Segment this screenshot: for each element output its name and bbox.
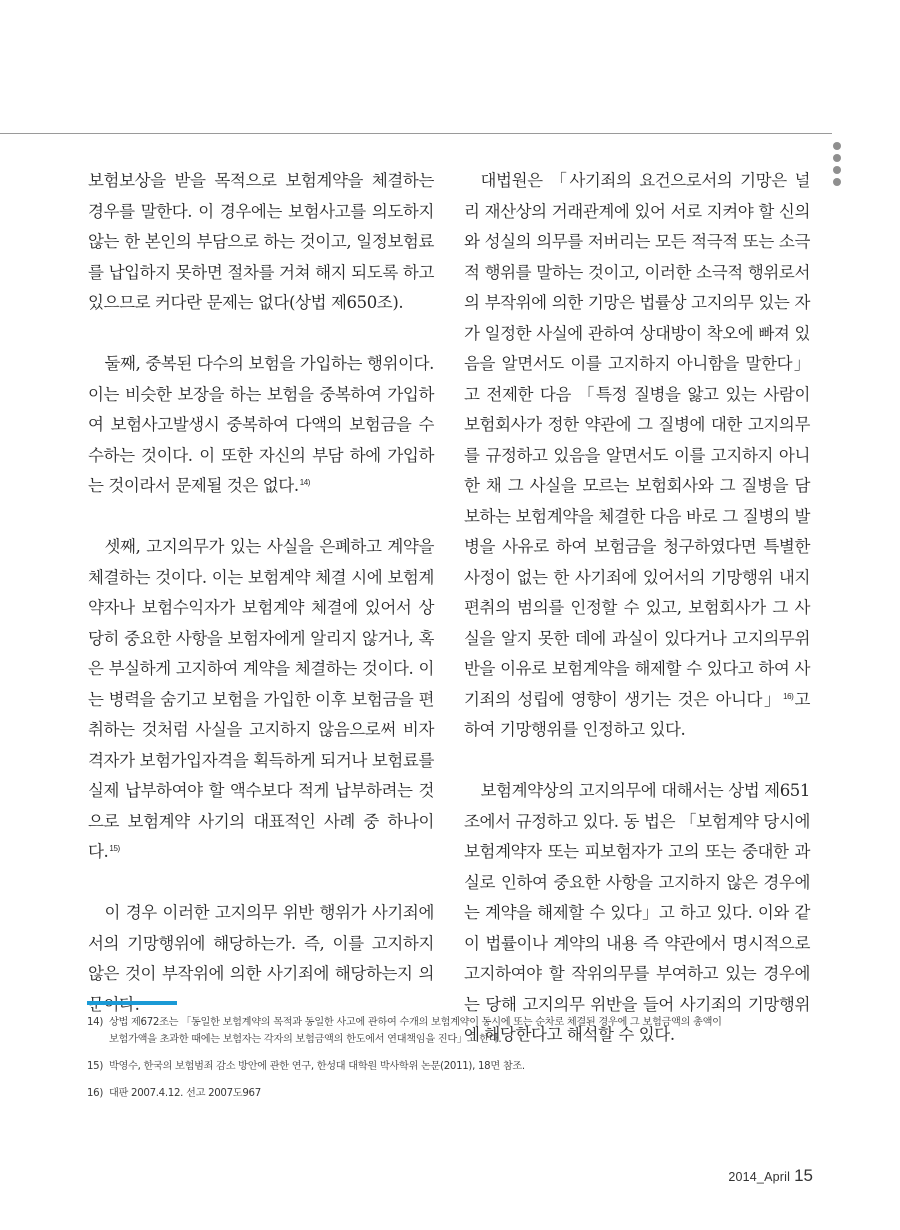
dot-icon <box>833 166 841 174</box>
footnote-rule <box>87 1001 177 1005</box>
right-paragraph-1-text: 대법원은 「사기죄의 요건으로서의 기망은 널리 재산상의 거래관계에 있어 서로 지켜야 할 신의와 성실의 의무를 저버리는 모든 적극적 또는 소극적 행위를 말하는 것이고, 이러한 소극적 행위로서의 부작위에 의한 기망은 법률상 고지의무 있는 자가 일정한 사실에 관하여 상대방이 착오에 빠져 있음을 알면서도 이를 고지하지 아니함을 말한다」고 전제한 다음 「특정 질병을 앓고 있는 사람이 보험회사가 정한 약관에 그 질병에 대한 고지의무를 규정하고 있음을 알면서도 이를 고지하지 아니한 채 그 사실을 모르는 보험회사와 그 질병을 담보하는 보험계약을 체결한 다음 바로 그 질병의 발병을 사유로 하여 보험금을 청구하였다면 특별한 사정이 없는 한 사기죄에 있어서의 기망행위 내지 편취의 범의를 인정할 수 있고, 보험회사가 그 사실을 알지 못한 데에 과실이 있다거나 고지의무위반을 이유로 보험계약을 해제할 수 있다고 하여 사기죄의 성립에 영향이 생기는 것은 아니다」 <box>464 171 810 709</box>
header-rule <box>0 133 832 134</box>
footnote-ref-14[interactable]: 14) <box>299 478 311 487</box>
footnote-text-continued: 보험가액을 초과한 때에는 보험자는 각자의 보험금액의 한도에서 연대책임을 진다」고 한다. <box>109 1034 502 1045</box>
footnote-14 <box>87 1014 827 1048</box>
footnote-16 <box>87 1085 827 1102</box>
left-paragraph-2-text: 둘째, 중복된 다수의 보험을 가입하는 행위이다. 이는 비슷한 보장을 하는 보험을 중복하여 가입하여 보험사고발생시 중복하여 다액의 보험금을 수수하는 것이다. 이 또한 자신의 부담 하에 가입하는 것이라서 문제될 것은 없다. <box>88 354 434 495</box>
dot-icon <box>833 154 841 162</box>
left-paragraph-1: 보험보상을 받을 목적으로 보험계약을 체결하는 경우를 말한다. 이 경우에는 보험사고를 의도하지 않는 한 본인의 부담으로 하는 것이고, 일정보험료를 납입하지 못하면 절차를 거쳐 해지 되도록 하고 있으므로 커다란 문제는 없다(상법 제650조). <box>88 171 434 312</box>
left-column <box>88 166 434 1020</box>
footnote-text: 박영수, 한국의 보험범죄 감소 방안에 관한 연구, 한성대 대학원 박사학위 논문(2011), 18면 참조. <box>109 1061 525 1072</box>
issue-label: 2014_April <box>728 1170 791 1184</box>
right-column <box>464 166 810 1051</box>
footnote-15 <box>87 1058 827 1075</box>
footnote-number: 14) <box>87 1017 104 1028</box>
left-paragraph-3-text: 셋째, 고지의무가 있는 사실을 은폐하고 계약을 체결하는 것이다. 이는 보험계약 체결 시에 보험계약자나 보험수익자가 보험계약 체결에 있어서 상당히 중요한 사항을 보험자에게 알리지 않거나, 혹은 부실하게 고지하여 계약을 체결하는 것이다. 이는 병력을 숨기고 보험을 가입한 이후 보험금을 편취하는 것처럼 사실을 고지하지 않음으로써 비자격자가 보험가입자격을 획득하게 되거나 보험료를 실제 납부하여야 할 액수보다 적게 납부하려는 것으로 보험계약 사기의 대표적인 사례 중 하나이다. <box>88 537 434 861</box>
footnotes <box>87 1014 827 1112</box>
page-folio <box>728 1166 813 1186</box>
footnote-text: 상법 제672조는 「동일한 보험계약의 목적과 동일한 사고에 관하여 수개의 보험계약이 동시에 또는 순차로 체결된 경우에 그 보험금액의 총액이 <box>109 1017 722 1028</box>
footnote-number: 15) <box>87 1061 104 1072</box>
dot-icon <box>833 142 841 150</box>
footnote-ref-15[interactable]: 15) <box>109 844 120 853</box>
footnote-ref-16[interactable]: 16) <box>783 691 794 701</box>
page-dots-decoration <box>833 142 841 190</box>
left-paragraph-2 <box>88 349 434 502</box>
right-paragraph-1-tail: 고 하여 기망행위를 인정하고 있다. <box>464 689 810 739</box>
right-paragraph-1 <box>464 166 810 746</box>
footnote-number: 16) <box>87 1088 104 1099</box>
page-number: 15 <box>794 1166 813 1185</box>
dot-icon <box>833 178 841 186</box>
right-paragraph-2: 보험계약상의 고지의무에 대해서는 상법 제651조에서 규정하고 있다. 동 법은 「보험계약 당시에 보험계약자 또는 피보험자가 고의 또는 중대한 과실로 인하여 중요한 사항을 고지하지 않은 경우에는 계약을 해제할 수 있다」고 하고 있다. 이와 같이 법률이나 계약의 내용 즉 약관에서 명시적으로 고지하여야 할 작위의무를 부여하고 있는 경우에는 당해 고지의무 위반을 들어 사기죄의 기망행위에 해당한다고 해석할 수 있다. <box>464 781 810 1044</box>
footnote-text: 대판 2007.4.12. 선고 2007도967 <box>109 1088 261 1099</box>
left-paragraph-3 <box>88 532 434 868</box>
left-paragraph-4: 이 경우 이러한 고지의무 위반 행위가 사기죄에서의 기망행위에 해당하는가. 즉, 이를 고지하지 않은 것이 부작위에 의한 사기죄에 해당하는지 의 <box>88 903 434 983</box>
